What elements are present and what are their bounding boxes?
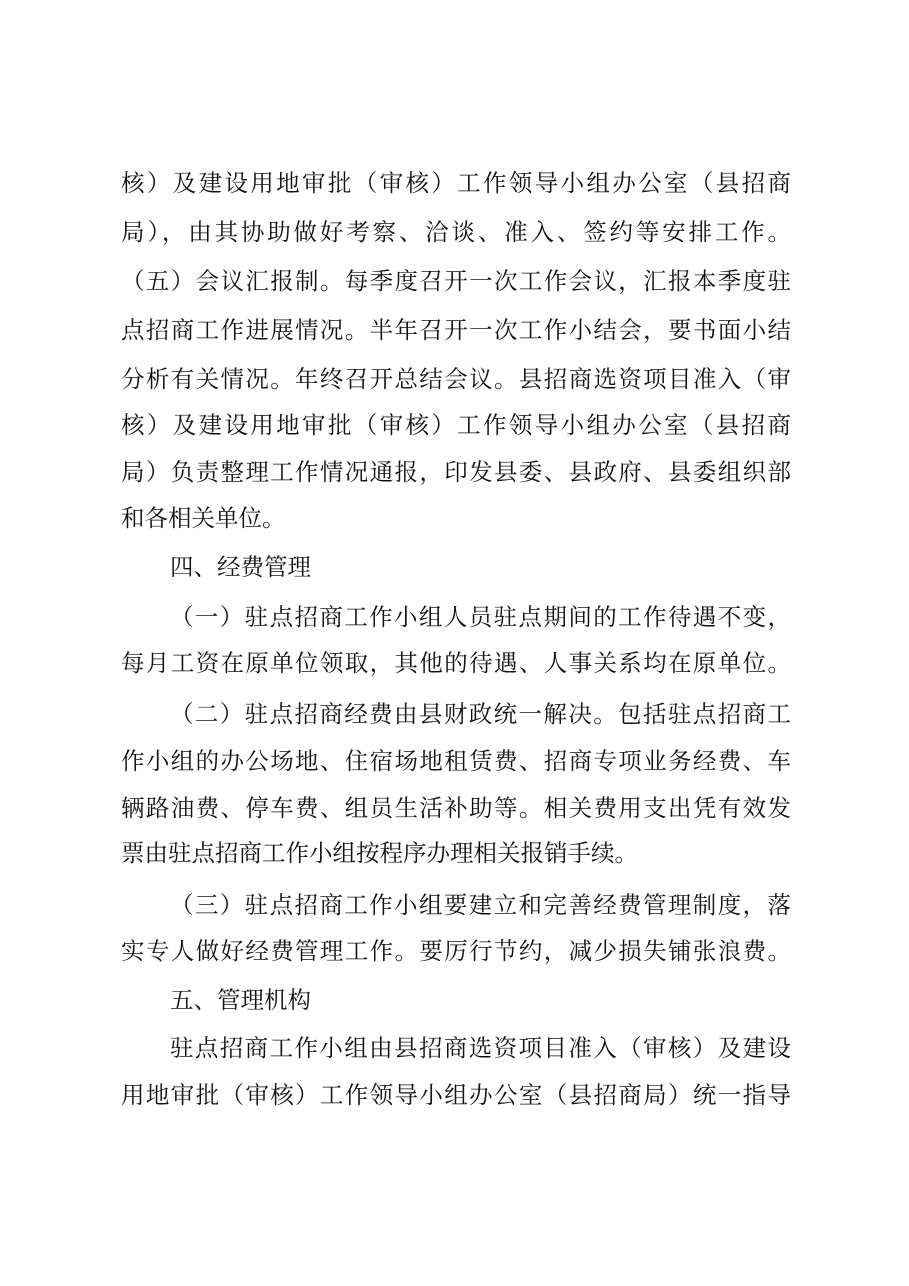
paragraph-line: 和各相关单位。 <box>121 504 286 532</box>
paragraph-line: 作小组的办公场地、住宿场地租赁费、招商专项业务经费、车 <box>121 747 791 775</box>
paragraph-line: 用地审批（审核）工作领导小组办公室（县招商局）统一指导 <box>121 1081 791 1109</box>
paragraph-line: （五）会议汇报制。每季度召开一次工作会议，汇报本季度驻 <box>121 267 791 295</box>
paragraph-line: 辆路油费、停车费、组员生活补助等。相关费用支出凭有效发 <box>121 794 791 822</box>
paragraph-line: 驻点招商工作小组由县招商选资项目准入（审核）及建设 <box>170 1034 791 1062</box>
paragraph-line: 核）及建设用地审批（审核）工作领导小组办公室（县招商 <box>121 169 791 197</box>
paragraph-line: 每月工资在原单位领取，其他的待遇、人事关系均在原单位。 <box>121 649 791 677</box>
paragraph-line: 局），由其协助做好考察、洽谈、准入、签约等安排工作。 <box>121 218 791 246</box>
paragraph-line: 实专人做好经费管理工作。要厉行节约，减少损失铺张浪费。 <box>121 937 791 965</box>
paragraph-line: 局）负责整理工作情况通报，印发县委、县政府、县委组织部 <box>121 458 791 486</box>
paragraph-line: （二）驻点招商经费由县财政统一解决。包括驻点招商工 <box>170 700 791 728</box>
paragraph-line: 点招商工作进展情况。半年召开一次工作小结会，要书面小结 <box>121 316 791 344</box>
section-heading: 四、经费管理 <box>170 553 311 581</box>
paragraph-line: 核）及建设用地审批（审核）工作领导小组办公室（县招商 <box>121 411 791 439</box>
paragraph-line: 票由驻点招商工作小组按程序办理相关报销手续。 <box>121 839 638 867</box>
section-heading: 五、管理机构 <box>170 986 311 1014</box>
paragraph-line: （三）驻点招商工作小组要建立和完善经费管理制度，落 <box>170 891 791 919</box>
paragraph-line: （一）驻点招商工作小组人员驻点期间的工作待遇不变， <box>170 603 791 631</box>
paragraph-line: 分析有关情况。年终召开总结会议。县招商选资项目准入（审 <box>121 365 791 393</box>
